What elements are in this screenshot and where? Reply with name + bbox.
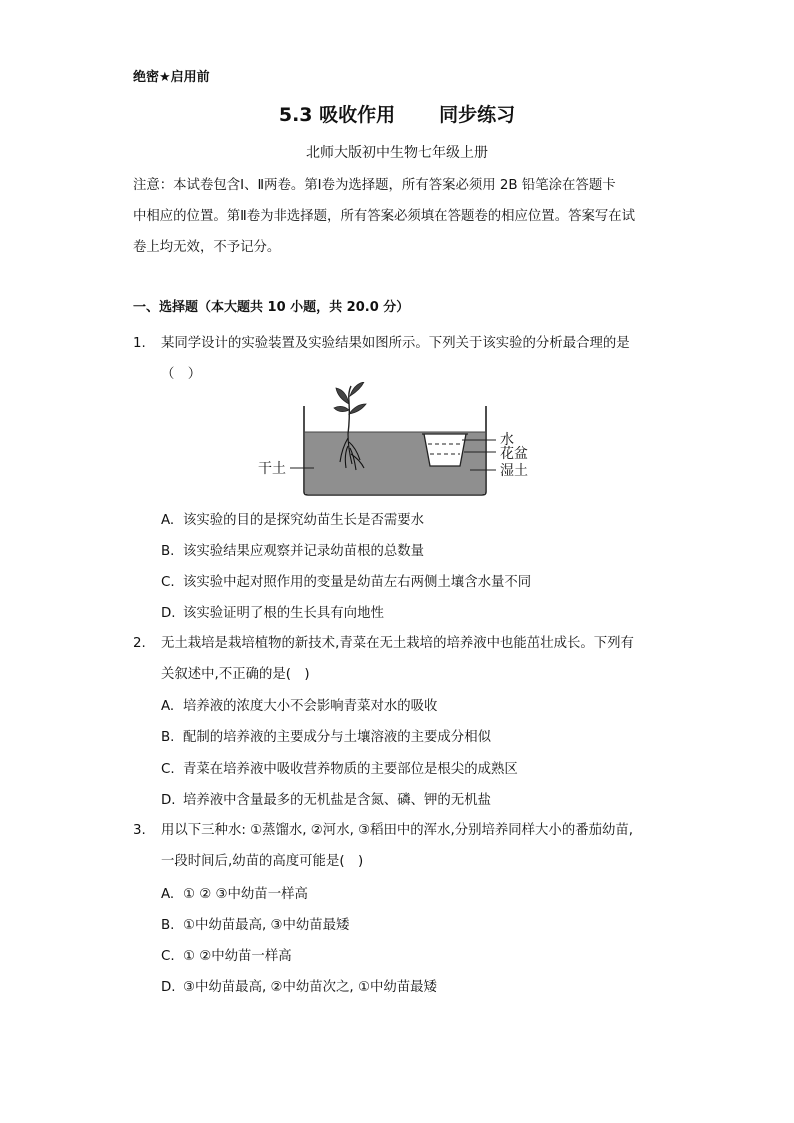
label-dry-soil: 干土 — [258, 461, 286, 477]
leaf-icon — [349, 404, 366, 414]
option-letter: B. — [161, 544, 175, 559]
option-letter: D. — [161, 980, 176, 995]
question-number: 2. — [133, 636, 146, 651]
notice-text — [133, 170, 665, 263]
stem-line: 用以下三种水: ①蒸馏水, ②河水, ③稻田中的浑水,分别培养同样大小的番茄幼苗, — [161, 823, 634, 838]
option-3a[interactable] — [161, 883, 308, 902]
option-letter: D. — [161, 793, 176, 808]
label-pot: 花盆 — [500, 446, 528, 462]
notice-line: 卷上均无效，不予记分。 — [133, 240, 281, 255]
option-letter: A. — [161, 887, 175, 902]
experiment-figure — [256, 382, 546, 500]
title-lesson: 5.3 吸收作用 — [278, 104, 396, 126]
option-text: ③中幼苗最高, ②中幼苗次之, ①中幼苗最矮 — [183, 980, 437, 995]
question-1 — [133, 328, 673, 390]
option-3c[interactable] — [161, 945, 292, 964]
title-practice: 同步练习 — [439, 104, 516, 126]
option-3d[interactable] — [161, 976, 437, 995]
option-letter: D. — [161, 606, 176, 621]
leaf-icon — [336, 388, 349, 404]
label-wet-soil: 湿土 — [500, 463, 528, 479]
notice-line: 注意：本试卷包含Ⅰ、Ⅱ两卷。第Ⅰ卷为选择题，所有答案必须用 2B 铅笔涂在答题卡 — [133, 178, 616, 193]
leaf-icon — [350, 382, 364, 396]
stem-line: 某同学设计的实验装置及实验结果如图所示。下列关于该实验的分析最合理的是 — [161, 336, 630, 351]
label-water: 水 — [500, 432, 514, 448]
option-letter: B. — [161, 918, 175, 933]
stem-line: 一段时间后,幼苗的高度可能是( ) — [161, 854, 364, 869]
option-1c[interactable] — [161, 571, 531, 590]
option-text: ① ②中幼苗一样高 — [183, 949, 292, 964]
option-1a[interactable] — [161, 509, 424, 528]
option-2c[interactable] — [161, 758, 518, 777]
option-text: 培养液的浓度大小不会影响青菜对水的吸收 — [183, 699, 438, 714]
option-text: 青菜在培养液中吸收营养物质的主要部位是根尖的成熟区 — [183, 762, 518, 777]
option-text: 配制的培养液的主要成分与土壤溶液的主要成分相似 — [183, 730, 491, 745]
option-text: ① ② ③中幼苗一样高 — [183, 887, 308, 902]
stem-line: （ ） — [161, 367, 202, 382]
option-1b[interactable] — [161, 540, 424, 559]
question-number: 1. — [133, 336, 146, 351]
option-2b[interactable] — [161, 726, 491, 745]
option-letter: C. — [161, 762, 175, 777]
option-2a[interactable] — [161, 695, 437, 714]
question-stem — [161, 328, 673, 390]
stem-line: 关叙述中,不正确的是( ) — [161, 667, 310, 682]
option-3b[interactable] — [161, 914, 349, 933]
option-text: 该实验证明了根的生长具有向地性 — [183, 606, 384, 621]
question-2 — [133, 628, 673, 690]
option-letter: C. — [161, 575, 175, 590]
flower-pot — [424, 434, 466, 466]
option-letter: A. — [161, 699, 175, 714]
option-text: 该实验的目的是探究幼苗生长是否需要水 — [183, 513, 425, 528]
leaf-icon — [334, 406, 349, 411]
option-text: 该实验中起对照作用的变量是幼苗左右两侧土壤含水量不同 — [183, 575, 532, 590]
stem-line: 无土栽培是栽培植物的新技术,青菜在无土栽培的培养液中也能茁壮成长。下列有 — [161, 636, 634, 651]
question-3 — [133, 815, 673, 877]
page-subtitle: 北师大版初中生物七年级上册 — [306, 145, 488, 161]
option-letter: B. — [161, 730, 175, 745]
option-text: 该实验结果应观察并记录幼苗根的总数量 — [183, 544, 425, 559]
option-1d[interactable] — [161, 602, 384, 621]
page-title — [0, 100, 794, 127]
option-letter: C. — [161, 949, 175, 964]
option-text: ①中幼苗最高, ③中幼苗最矮 — [183, 918, 350, 933]
secret-label: 绝密★启用前 — [133, 70, 210, 85]
section-heading: 一、选择题（本大题共 10 小题，共 20.0 分） — [133, 300, 410, 315]
question-number: 3. — [133, 823, 146, 838]
question-stem — [161, 628, 673, 690]
notice-line: 中相应的位置。第Ⅱ卷为非选择题，所有答案必须填在答题卷的相应位置。答案写在试 — [133, 209, 636, 224]
question-stem — [161, 815, 673, 877]
option-text: 培养液中含量最多的无机盐是含氮、磷、钾的无机盐 — [183, 793, 491, 808]
option-letter: A. — [161, 513, 175, 528]
option-2d[interactable] — [161, 789, 491, 808]
